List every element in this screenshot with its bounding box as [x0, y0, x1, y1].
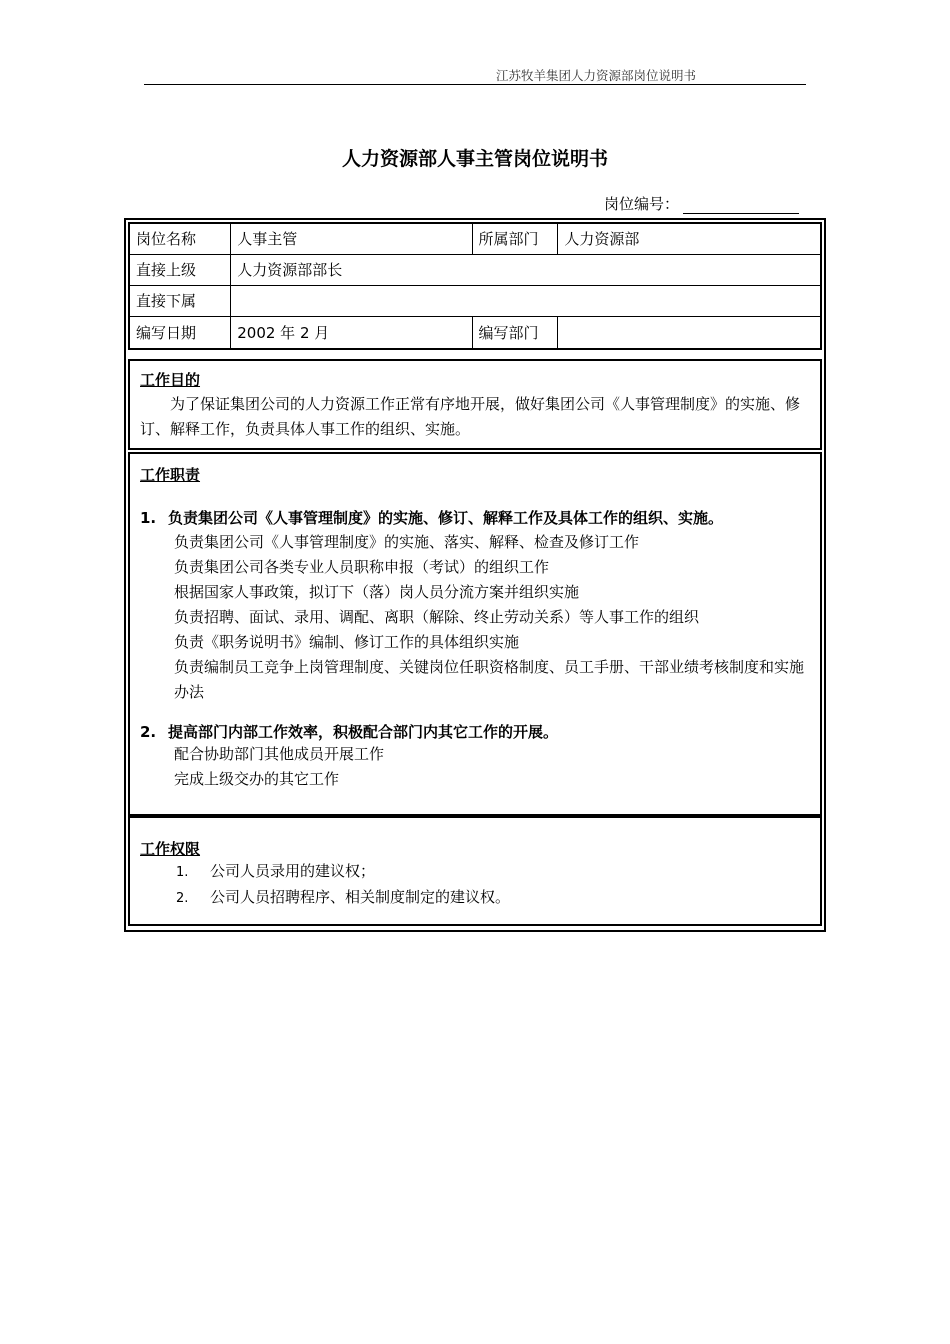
table-row — [129, 223, 821, 254]
purpose-title: 工作目的 — [140, 371, 201, 389]
list-item: 负责《职务说明书》编制、修订工作的具体组织实施 — [174, 633, 520, 651]
list-item: 负责集团公司各类专业人员职称申报（考试）的组织工作 — [174, 558, 550, 576]
authority-title: 工作权限 — [140, 840, 201, 858]
author-dept-value — [558, 316, 821, 349]
page-title: 人力资源部人事主管岗位说明书 — [341, 148, 608, 170]
purpose-text: 为了保证集团公司的人力资源工作正常有序地开展，做好集团公司《人事管理制度》的实施、修订、解释工作，负责具体人事工作的组织、实施。 — [140, 395, 801, 438]
list-item: 1. 公司人员录用的建议权； — [176, 862, 376, 880]
duties-title: 工作职责 — [140, 466, 201, 484]
list-item: 2. 公司人员招聘程序、相关制度制定的建议权。 — [176, 888, 511, 906]
running-title: 江苏牧羊集团人力资源部岗位说明书 — [495, 68, 696, 83]
duty-group-number: 2. — [140, 723, 157, 741]
list-item: 完成上级交办的其它工作 — [174, 770, 340, 788]
position-code — [604, 193, 799, 214]
position-name-value: 人事主管 — [231, 223, 472, 254]
superior-label: 直接上级 — [129, 254, 231, 285]
list-item: 根据国家人事政策，拟订下（落）岗人员分流方案并组织实施 — [174, 583, 580, 601]
department-value: 人力资源部 — [558, 223, 821, 254]
purpose-section — [128, 359, 822, 450]
position-code-label: 岗位编号： — [604, 195, 680, 213]
subordinate-value — [231, 285, 821, 316]
table-row — [129, 285, 821, 316]
info-table — [128, 222, 822, 350]
table-row — [129, 316, 821, 349]
superior-value: 人力资源部部长 — [231, 254, 821, 285]
duty-group-text: 负责集团公司《人事管理制度》的实施、修订、解释工作及具体工作的组织、实施。 — [168, 509, 724, 527]
duty-group-heading — [140, 507, 816, 528]
date-value: 2002 年 2 月 — [231, 316, 472, 349]
date-label: 编写日期 — [129, 316, 231, 349]
department-label: 所属部门 — [472, 223, 558, 254]
table-row — [129, 254, 821, 285]
position-code-blank — [683, 198, 799, 214]
authority-section — [128, 816, 822, 926]
position-name-label: 岗位名称 — [129, 223, 231, 254]
list-item: 负责集团公司《人事管理制度》的实施、落实、解释、检查及修订工作 — [174, 533, 640, 551]
subordinate-label: 直接下属 — [129, 285, 231, 316]
duty-group-heading — [140, 721, 816, 742]
author-dept-label: 编写部门 — [472, 316, 558, 349]
list-item: 配合协助部门其他成员开展工作 — [174, 745, 385, 763]
duty-group-text: 提高部门内部工作效率，积极配合部门内其它工作的开展。 — [168, 723, 559, 741]
running-header — [144, 64, 806, 85]
list-item: 负责编制员工竞争上岗管理制度、关键岗位任职资格制度、员工手册、干部业绩考核制度和实施办法 — [174, 658, 805, 701]
list-item: 负责招聘、面试、录用、调配、离职（解除、终止劳动关系）等人事工作的组织 — [174, 608, 700, 626]
duties-section — [128, 452, 822, 816]
duty-group-number: 1. — [140, 509, 157, 527]
document-frame — [124, 218, 826, 932]
